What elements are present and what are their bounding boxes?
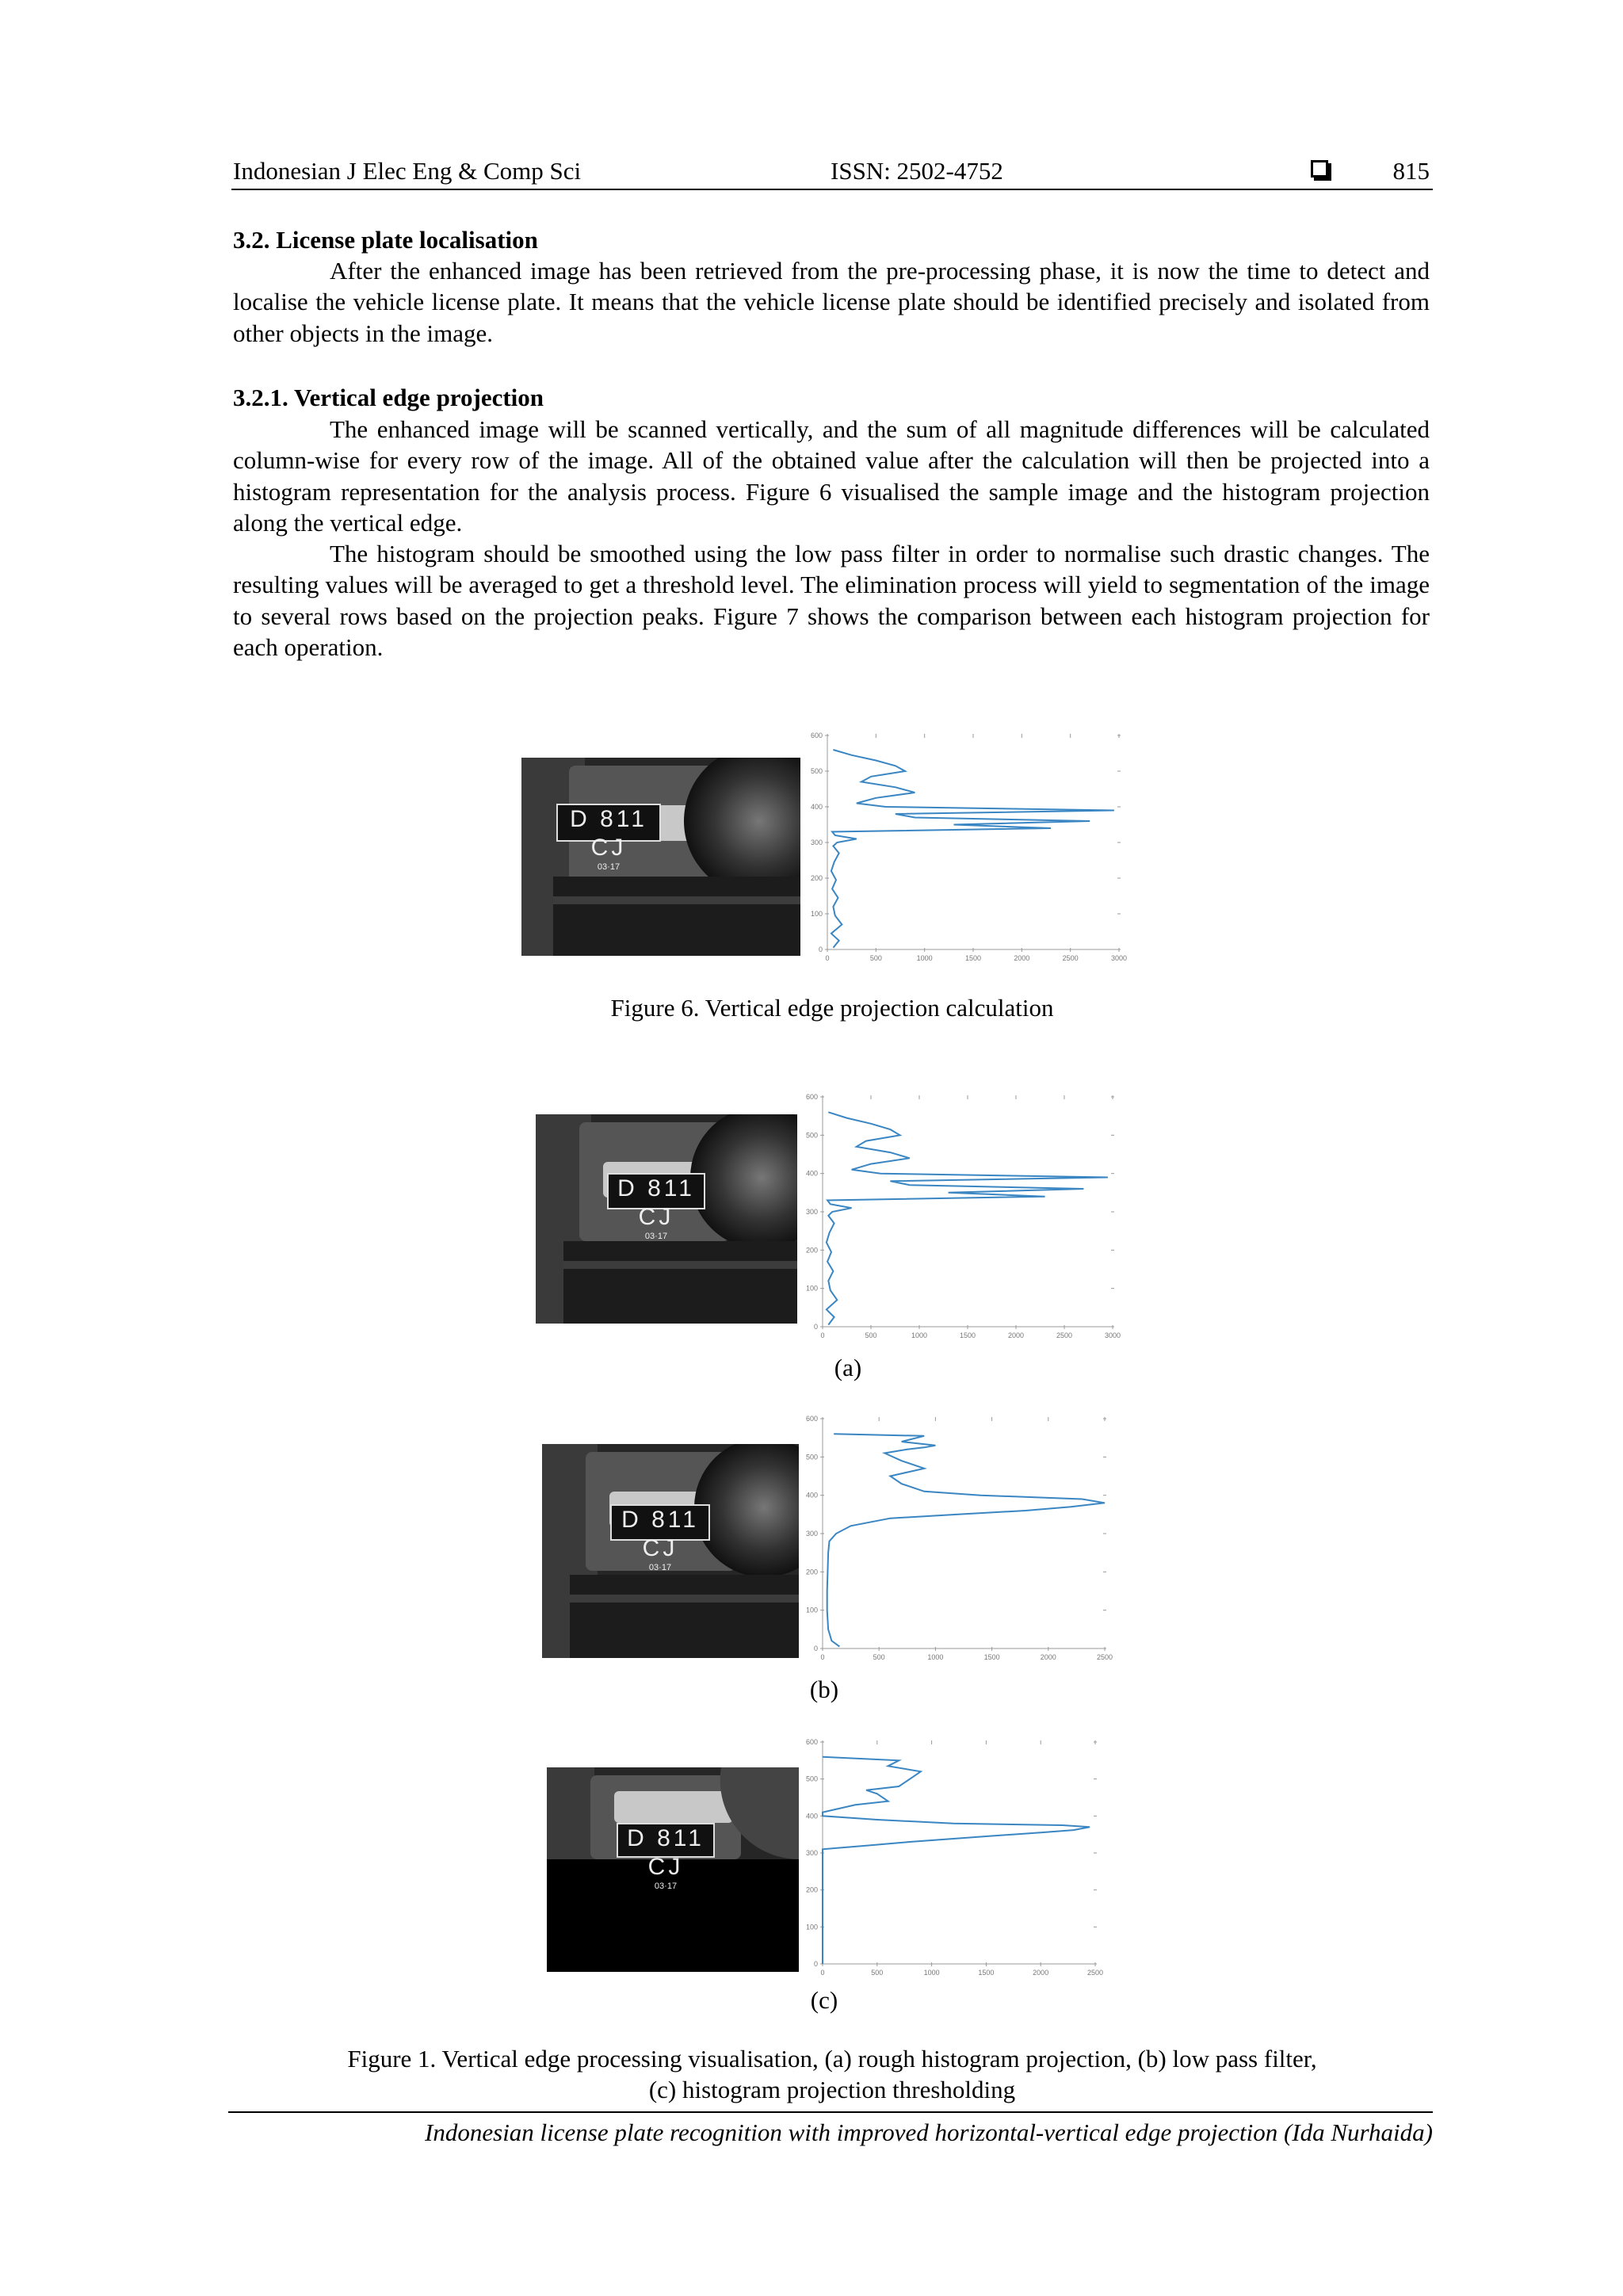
y-tick-label: 300 [810, 839, 823, 846]
car-photo-a [536, 1114, 797, 1324]
subsection-heading: 3.2.1. Vertical edge projection [233, 384, 544, 411]
figure-6 [520, 724, 1130, 970]
page-number: 815 [1392, 157, 1430, 185]
figure-7c [544, 1731, 1106, 1985]
license-plate: D 811 CJ 03·17 [556, 804, 661, 842]
y-tick-label: 0 [813, 1960, 818, 1968]
y-tick-label: 400 [810, 803, 823, 811]
car-photo [521, 758, 800, 956]
y-tick-label: 100 [810, 910, 823, 918]
x-tick-label: 1500 [978, 1969, 995, 1977]
y-tick-label: 500 [805, 1131, 818, 1140]
x-tick-label: 0 [820, 1331, 825, 1339]
y-tick-label: 400 [805, 1169, 818, 1178]
y-tick-label: 200 [805, 1885, 818, 1894]
x-tick-label: 2500 [1096, 1653, 1113, 1661]
histogram-chart-c [792, 1731, 1106, 1985]
x-tick-label: 500 [871, 1969, 884, 1977]
x-tick-label: 2500 [1056, 1331, 1073, 1339]
figure-7-caption-line-2: (c) histogram projection thresholding [648, 2076, 1016, 2103]
y-tick-label: 100 [805, 1923, 818, 1931]
issn: ISSN: 2502-4752 [831, 157, 1003, 185]
x-tick-label: 500 [865, 1331, 877, 1339]
car-photo-b [542, 1444, 799, 1658]
y-tick-label: 500 [810, 767, 823, 775]
y-tick-label: 600 [810, 732, 823, 739]
y-tick-label: 0 [813, 1323, 818, 1331]
projection-series-line [831, 750, 1114, 948]
car-photo-c [547, 1767, 799, 1972]
license-plate-a: D 811 CJ 03·17 [607, 1173, 705, 1209]
figure-7a-label: (a) [834, 1354, 862, 1381]
y-tick-label: 300 [805, 1208, 818, 1216]
y-tick-label: 200 [805, 1246, 818, 1255]
y-tick-label: 0 [813, 1645, 818, 1652]
x-tick-label: 2000 [1014, 954, 1030, 962]
y-tick-label: 300 [805, 1849, 818, 1857]
histogram-chart-b [792, 1408, 1116, 1669]
y-tick-label: 500 [805, 1453, 818, 1461]
y-tick-label: 600 [805, 1415, 818, 1423]
x-tick-label: 500 [873, 1653, 885, 1661]
projection-series-line [827, 1434, 1105, 1646]
x-tick-label: 2000 [1033, 1969, 1049, 1977]
x-tick-label: 1500 [983, 1653, 1000, 1661]
histogram-chart-fig6 [797, 724, 1130, 970]
y-tick-label: 400 [805, 1491, 818, 1499]
projection-series-line [827, 1112, 1108, 1324]
y-tick-label: 200 [805, 1568, 818, 1576]
y-tick-label: 600 [805, 1093, 818, 1101]
x-tick-label: 0 [825, 954, 830, 962]
y-tick-label: 400 [805, 1812, 818, 1820]
y-tick-label: 200 [810, 874, 823, 882]
running-footer: Indonesian license plate recognition with improved horizontal-vertical edge projection (Ida Nurhaida) [228, 2111, 1433, 2148]
x-tick-label: 0 [820, 1969, 825, 1977]
figure-7b-label: (b) [809, 1675, 839, 1703]
figure-7c-label: (c) [810, 1986, 838, 2014]
y-tick-label: 100 [805, 1284, 818, 1293]
x-tick-label: 1000 [927, 1653, 944, 1661]
x-tick-label: 1000 [916, 954, 933, 962]
figure-7-caption [231, 2043, 1433, 2105]
y-tick-label: 300 [805, 1530, 818, 1538]
projection-series-line [823, 1757, 1090, 1964]
x-tick-label: 0 [820, 1653, 825, 1661]
subsection-paragraph-1: The enhanced image will be scanned vertically, and the sum of all magnitude differences will be calculated column-wise for every row of the image. All of the obtained value after the calculation will then be projected into a histogram representation for the analysis process. Figure 6 visualised the sample image and the histogram projection along the vertical edge. [233, 415, 1430, 537]
license-plate-b: D 811 CJ 03·17 [610, 1504, 710, 1541]
x-tick-label: 500 [869, 954, 882, 962]
figure-7-caption-line-1: Figure 1. Vertical edge processing visualisation, (a) rough histogram projection, (b) low pass filter, [347, 2045, 1317, 2073]
y-tick-label: 0 [818, 946, 823, 953]
x-tick-label: 3000 [1110, 954, 1128, 962]
y-tick-label: 100 [805, 1606, 818, 1614]
x-tick-label: 2500 [1062, 954, 1079, 962]
figure-7a [534, 1086, 1124, 1347]
y-tick-label: 500 [805, 1775, 818, 1783]
histogram-chart-a [792, 1086, 1124, 1347]
figure-7b [542, 1408, 1116, 1669]
subsection-paragraph-2: The histogram should be smoothed using the low pass filter in order to normalise such drastic changes. The resulting values will be averaged to get a threshold level. The elimination process will yield to segmentation of the image to several rows based on the projection peaks. Figure 7 shows the comparison between each histogram projection for each operation. [233, 540, 1430, 661]
x-tick-label: 1500 [959, 1331, 976, 1339]
x-tick-label: 2000 [1040, 1653, 1056, 1661]
x-tick-label: 1500 [964, 954, 982, 962]
section-paragraph: After the enhanced image has been retrieved from the pre-processing phase, it is now the time to detect and localise the vehicle license plate. It means that the vehicle license plate should be identified precisely and isolated from other objects in the image. [233, 257, 1430, 347]
x-tick-label: 2000 [1007, 1331, 1025, 1339]
running-header [231, 152, 1433, 190]
figure-6-caption: Figure 6. Vertical edge projection calculation [610, 994, 1054, 1022]
box-icon [1311, 160, 1328, 178]
x-tick-label: 2500 [1086, 1969, 1104, 1977]
x-tick-label: 1000 [923, 1969, 940, 1977]
section-heading: 3.2. License plate localisation [233, 226, 538, 254]
x-tick-label: 3000 [1104, 1331, 1121, 1339]
license-plate-c: D 811 CJ 03·17 [617, 1823, 715, 1858]
x-tick-label: 1000 [911, 1331, 928, 1339]
journal-name: Indonesian J Elec Eng & Comp Sci [233, 157, 582, 185]
y-tick-label: 600 [805, 1738, 818, 1746]
